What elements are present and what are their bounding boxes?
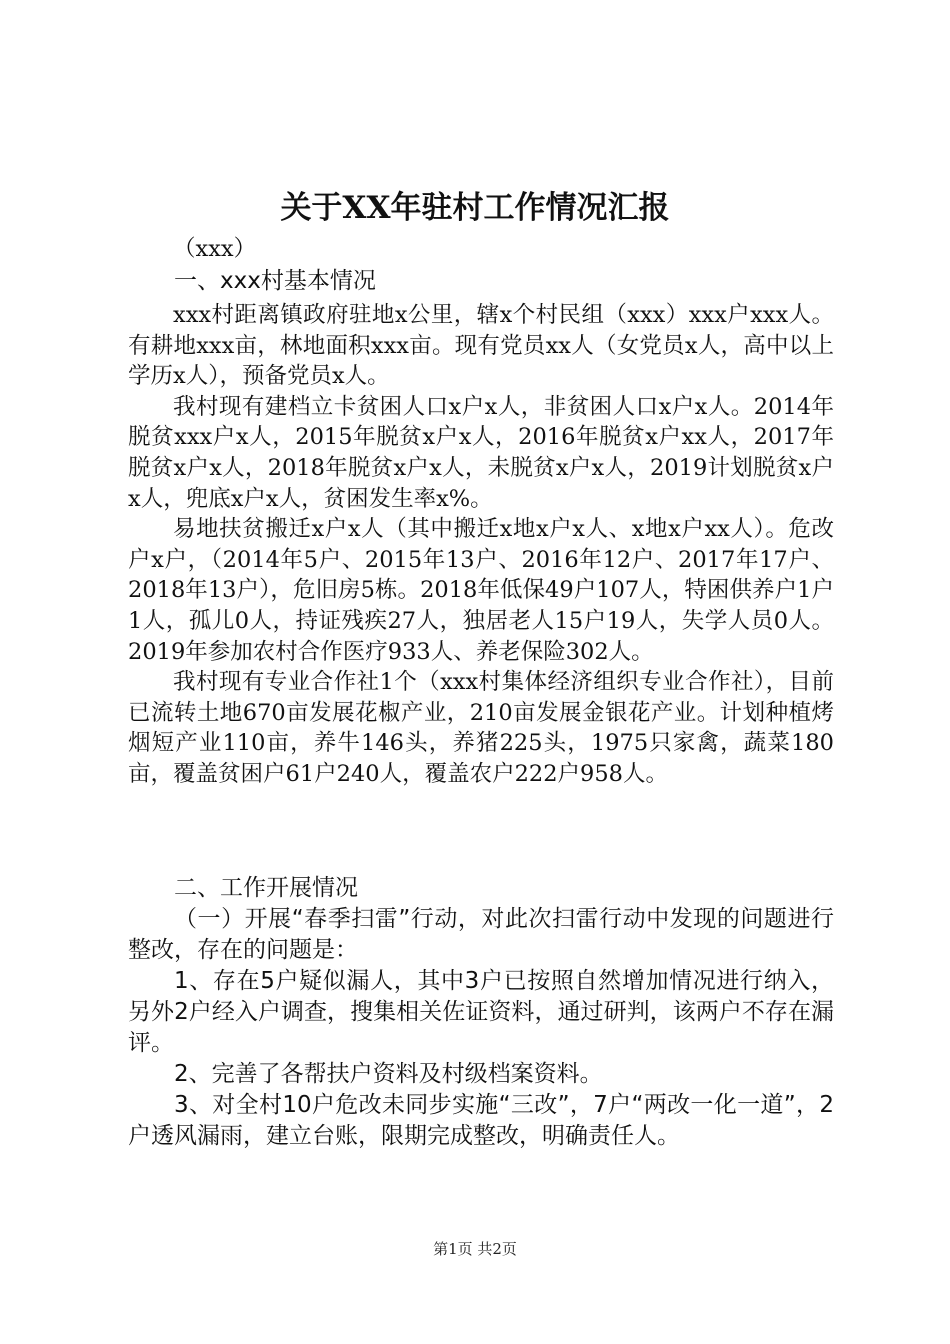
author-line <box>128 234 834 265</box>
paragraph: 2、完善了各帮扶户资料及村级档案资料。 <box>174 1061 603 1087</box>
paragraph: 我村现有建档立卡贫困人口x户x人，非贫困人口x户x人。2014年脱贫xxx户x人，2015年脱贫x户x人，2016年脱贫x户xx人，2017年脱贫x户x人，2018年脱贫x户x人，未脱贫x户x人，2019计划脱贫x户x人，兜底x户x人，贫困发生率x%。 <box>128 393 834 512</box>
paragraph: 3、对全村10户危改未同步实施“三改”，7户“两改一化一道”，2户透风漏雨，建立台账，限期完成整改，明确责任人。 <box>128 1092 834 1149</box>
section-1-heading: 一、xxx村基本情况 <box>174 268 376 294</box>
section-2-body <box>128 873 834 1152</box>
page-footer: 第1页 共2页 <box>433 1240 517 1258</box>
paragraph: （一）开展“春季扫雷”行动，对此次扫雷行动中发现的问题进行整改，存在的问题是： <box>128 906 834 963</box>
paragraph: xxx村距离镇政府驻地x公里，辖x个村民组（xxx）xxx户xxx人。有耕地xxx亩，林地面积xxx亩。现有党员xx人（女党员x人，高中以上学历x人），预备党员x人。 <box>128 302 834 390</box>
author-name: （xxx） <box>173 236 257 262</box>
paragraph: 易地扶贫搬迁x户x人（其中搬迁x地x户x人、x地x户xx人）。危改户x户，（2014年5户、2015年13户、2016年12户、2017年17户、2018年13户），危旧房5栋。2018年低保49户107人，特困供养户1户1人，孤儿0人，持证残疾27人，独居老人15户19人，失学人员0人。2019年参加农村合作医疗933人、养老保险302人。 <box>128 516 834 665</box>
document-title: 关于XX年驻村工作情况汇报 <box>280 190 670 226</box>
paragraph: 我村现有专业合作社1个（xxx村集体经济组织专业合作社），目前已流转土地670亩发展花椒产业，210亩发展金银花产业。计划种植烤烟短产业110亩，养牛146头，养猪225头，1975只家禽，蔬菜180亩，覆盖贫困户61户240人，覆盖农户222户958人。 <box>128 669 834 787</box>
section-1-body <box>128 300 834 790</box>
paragraph: 1、存在5户疑似漏人，其中3户已按照自然增加情况进行纳入，另外2户经入户调查，搜集相关佐证资料，通过研判，该两户不存在漏评。 <box>128 968 834 1056</box>
section-1-heading-block <box>128 266 834 297</box>
section-2-heading: 二、工作开展情况 <box>174 875 358 901</box>
